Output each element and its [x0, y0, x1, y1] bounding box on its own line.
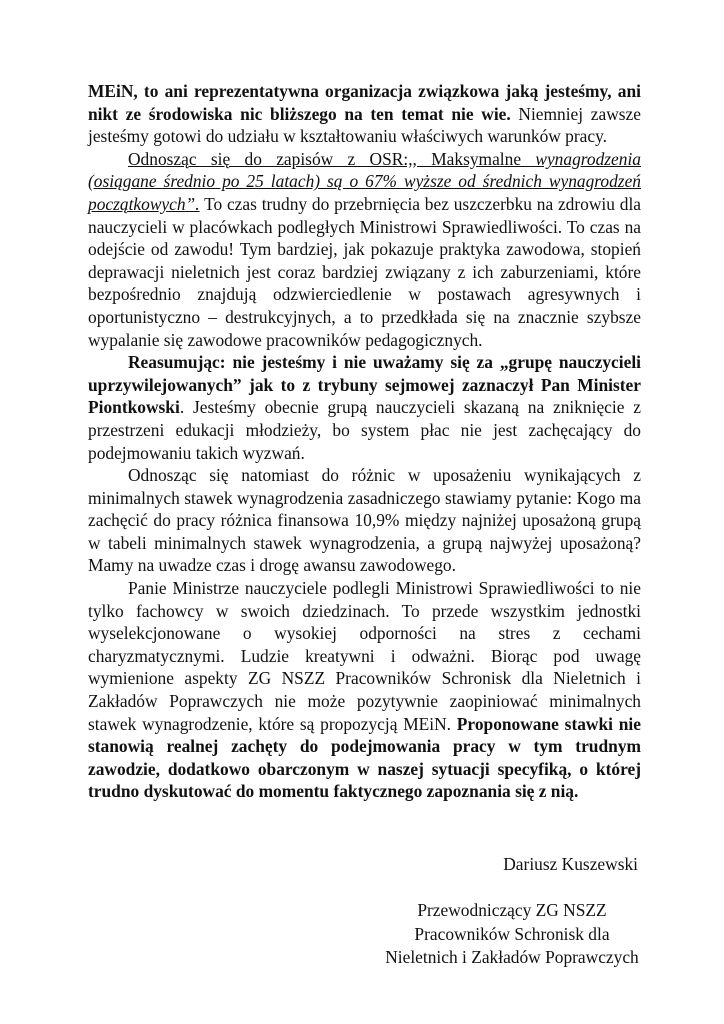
signature-title-line: Pracowników Schronisk dla [414, 923, 610, 944]
osr-quote-intro: Odnosząc się do zapisów z OSR:,, Maksymalne [128, 148, 536, 169]
paragraph-2-text: To czas trudny do przebrnięcia bez uszczerbku na zdrowiu dla nauczycieli w placówkach podległych Ministrowi Sprawiedliwości. To czas na odejście od zawodu! Tym bardziej, jak pokazuje praktyka zawodowa, stopień deprawacji nieletnich jest coraz bardziej związany z ich zaburzeniami, które bezpośrednio znajdują odzwierciedlenie w postawach agresywnych i oportunistyczno – destrukcyjnych, a to przedkłada się na znacznie szybsze wypalanie się zawodowe pracowników pedagogicznych. [88, 193, 641, 350]
signature-name: Dariusz Kuszewski [503, 854, 638, 874]
letter-body [88, 80, 641, 803]
paragraph-1-bold: MEiN, to ani reprezentatywna organizacja związkowa jaką jesteśmy, ani nikt ze środowiska nic bliższego na ten temat nie wie. [88, 81, 641, 124]
paragraph-3 [88, 351, 641, 464]
paragraph-3-text: . Jesteśmy obecnie grupą nauczycieli skazaną na zniknięcie z przestrzeni edukacji młodzieży, bo system płac nie jest zachęcający do podejmowaniu takich wyzwań. [88, 397, 641, 463]
paragraph-4 [88, 464, 641, 577]
paragraph-2 [88, 148, 641, 351]
signature-title-line: Nieletnich i Zakładów Poprawczych [385, 947, 639, 967]
paragraph-3-bold: Reasumując: nie jesteśmy i nie uważamy się za „grupę nauczycieli uprzywilejowanych” jak to z trybuny sejmowej zaznaczył Pan Minister Piontkowski [88, 352, 641, 418]
paragraph-4-text: Odnosząc się natomiast do różnic w uposażeniu wynikających z minimalnych stawek wynagrodzenia zasadniczego stawiamy pytanie: Kogo ma zachęcić do pracy różnica finansowa 10,9% między najniżej uposażoną grupą w tabeli minimalnych stawek wynagrodzenia, a grupą najwyżej uposażoną? Mamy na uwadze czas i drogę awansu zawodowego. [88, 465, 641, 576]
paragraph-5-bold: Proponowane stawki nie stanowią realnej zachęty do podejmowania pracy w tym trudnym zawodzie, dodatkowo obarczonym w naszej sytuacji specyfiką, o której trudno dyskutować do momentu faktycznego zapoznania się z nią. [88, 713, 641, 802]
paragraph-5 [88, 577, 641, 803]
signature-title [360, 899, 664, 970]
paragraph-1-text: Niemniej zawsze jesteśmy gotowi do udziału w kształtowaniu właściwych warunków pracy. [88, 103, 641, 147]
osr-quote: wynagrodzenia (osiągane średnio po 25 latach) są o 67% wyższe od średnich wynagrodzeń początkowych”. [88, 148, 641, 214]
paragraph-1 [88, 80, 641, 148]
signature-title-line: Przewodniczący ZG NSZZ [417, 900, 607, 920]
paragraph-5-text: Panie Ministrze nauczyciele podlegli Ministrowi Sprawiedliwości to nie tylko fachowcy w swoich dziedzinach. To przede wszystkim jednostki wyselekcjonowane o wysokiej odporności na stres z cechami charyzmatycznymi. Ludzie kreatywni i odważni. Biorąc pod uwagę wymienione aspekty ZG NSZZ Pracowników Schronisk dla Nieletnich i Zakładów Poprawczych nie może pozytywnie zaopiniować minimalnych stawek wynagrodzenie, które są propozycją MEiN. [88, 578, 641, 734]
